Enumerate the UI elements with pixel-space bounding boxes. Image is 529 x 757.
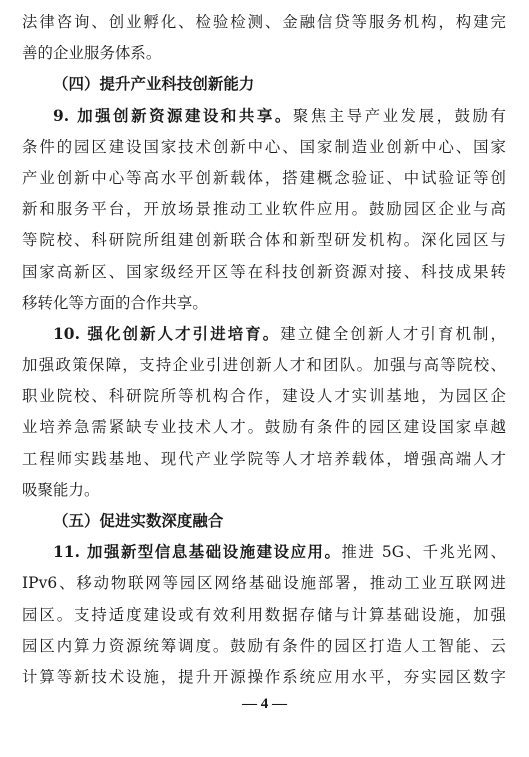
line-text: （五）促进实数深度融合	[53, 512, 224, 530]
line-text: 计算等新技术设施，提升开源操作系统应用水平，夯实园区数字	[22, 667, 506, 686]
line-text: （四）提升产业科技创新能力	[53, 75, 255, 94]
paragraph-first-line	[22, 101, 506, 132]
text-line	[22, 288, 506, 319]
line-text: 加强政策保障，支持企业引进创新人才和团队。加强与高等院校、	[22, 356, 506, 375]
line-text: 等院校、科研院所组建创新联合体和新型研发机构。深化园区与	[22, 231, 506, 250]
section-heading	[22, 506, 506, 537]
line-text: 建立健全创新人才引育机制，	[280, 324, 506, 343]
paragraph-lead-title: 10. 强化创新人才引进培育。	[53, 324, 281, 343]
text-line	[22, 475, 506, 506]
text-line	[22, 350, 506, 381]
text-line	[22, 194, 506, 225]
text-line	[22, 600, 506, 631]
line-text: 推进 5G、千兆光网、	[341, 543, 506, 562]
text-line	[22, 7, 506, 38]
line-text: 园区。支持适度建设或有效利用数据存储与计算基础设施，加强	[22, 605, 506, 624]
text-line	[22, 381, 506, 412]
text-line	[22, 412, 506, 443]
paragraph-first-line	[22, 537, 506, 568]
line-text: 聚焦主导产业发展，鼓励有	[292, 106, 506, 125]
line-text: 善的企业服务体系。	[22, 44, 162, 63]
page-number: — 4 —	[242, 696, 287, 712]
line-text: 法律咨询、创业孵化、检验检测、金融信贷等服务机构，构建完	[22, 13, 506, 31]
text-line	[22, 38, 506, 69]
body-text	[22, 7, 506, 693]
section-heading	[22, 69, 506, 100]
line-text: 条件的园区建设国家技术创新中心、国家制造业创新中心、国家	[22, 137, 506, 156]
line-text: 新和服务平台，开放场景推动工业软件应用。鼓励园区企业与高	[22, 200, 506, 219]
text-line	[22, 631, 506, 662]
line-text: 产业创新中心等高水平创新载体，搭建概念验证、中试验证等创	[22, 168, 506, 187]
paragraph-lead-title: 9. 加强创新资源建设和共享。	[53, 106, 293, 125]
line-text: 国家高新区、国家级经开区等在科技创新资源对接、科技成果转	[22, 262, 506, 281]
line-text: 吸聚能力。	[22, 480, 100, 499]
text-line	[22, 132, 506, 163]
line-text: 业培养急需紧缺专业技术人才。鼓励有条件的园区建设国家卓越	[22, 418, 506, 437]
line-text: 工程师实践基地、现代产业学院等人才培养载体，增强高端人才	[22, 449, 506, 468]
line-text: 园区内算力资源统筹调度。鼓励有条件的园区打造人工智能、云	[22, 636, 506, 655]
paragraph-first-line	[22, 319, 506, 350]
text-line	[22, 568, 506, 599]
paragraph-lead-title: 11. 加强新型信息基础设施建设应用。	[53, 543, 342, 562]
line-text: 移转化等方面的合作共享。	[22, 293, 208, 312]
text-line	[22, 444, 506, 475]
line-text: 职业院校、科研院所等机构合作，建设人才实训基地，为园区企	[22, 387, 506, 406]
text-line	[22, 257, 506, 288]
text-line	[22, 163, 506, 194]
text-line	[22, 225, 506, 256]
line-text: IPv6、移动物联网等园区网络基础设施部署，推动工业互联网进	[22, 574, 506, 593]
text-line	[22, 662, 506, 693]
